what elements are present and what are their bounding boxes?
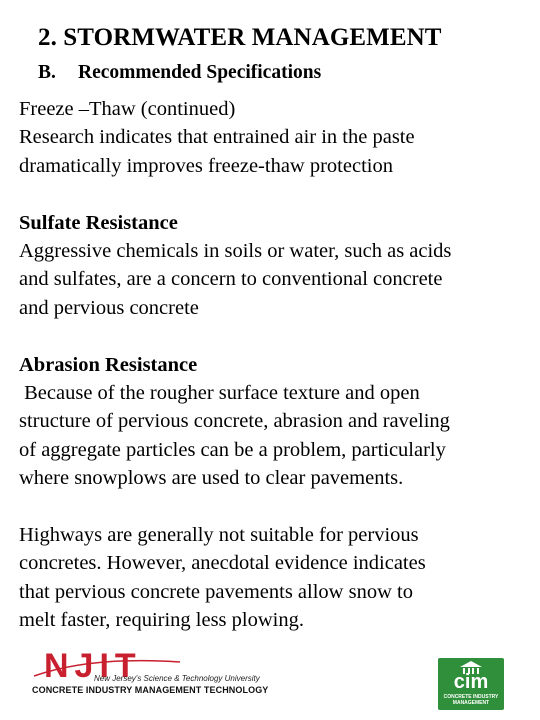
text-line: Because of the rougher surface texture and open (19, 382, 420, 405)
text-line: Highways are generally not suitable for pervious (19, 524, 419, 547)
text-line: that pervious concrete pavements allow snow to (19, 580, 413, 603)
text-line: and pervious concrete (19, 296, 199, 319)
abrasion-heading: Abrasion Resistance (19, 353, 198, 376)
text-line: melt faster, requiring less plowing. (19, 609, 304, 632)
section-subtitle (38, 62, 321, 84)
cim-logo-text: cim (453, 671, 489, 693)
sulfate-heading: Sulfate Resistance (19, 211, 178, 234)
text-line: concretes. However, anecdotal evidence indicates (19, 552, 426, 575)
text-line: Research indicates that entrained air in the paste (19, 126, 415, 149)
cim-sub-line: MANAGEMENT (452, 700, 490, 706)
subtitle-text: Recommended Specifications (78, 62, 322, 83)
text-line: dramatically improves freeze-thaw protection (19, 154, 393, 177)
text-line: and sulfates, are a concern to conventional concrete (19, 268, 443, 291)
cim-logo (438, 658, 504, 710)
njit-program-line: CONCRETE INDUSTRY MANAGEMENT TECHNOLOGY (32, 685, 269, 695)
text-line: Freeze –Thaw (continued) (19, 98, 236, 120)
abrasion-paragraph (19, 351, 534, 493)
njit-logo (32, 648, 272, 698)
njit-letters: NJIT (44, 647, 142, 685)
slide-title: 2. STORMWATER MANAGEMENT (38, 24, 442, 51)
slide-body (19, 95, 534, 635)
text-line: structure of pervious concrete, abrasion and raveling (19, 410, 450, 433)
cim-sub-line: CONCRETE INDUSTRY (443, 694, 499, 700)
sulfate-paragraph (19, 209, 534, 323)
highways-paragraph (19, 521, 534, 635)
cim-logo-subtitle (438, 694, 504, 706)
text-line: Aggressive chemicals in soils or water, such as acids (19, 240, 452, 263)
text-line: of aggregate particles can be a problem, particularly (19, 438, 446, 461)
freeze-thaw-paragraph (19, 95, 534, 180)
text-line: where snowplows are used to clear pavements. (19, 467, 404, 490)
subtitle-number: B. (38, 62, 56, 83)
njit-university-line: New Jersey's Science & Technology University (94, 674, 260, 683)
